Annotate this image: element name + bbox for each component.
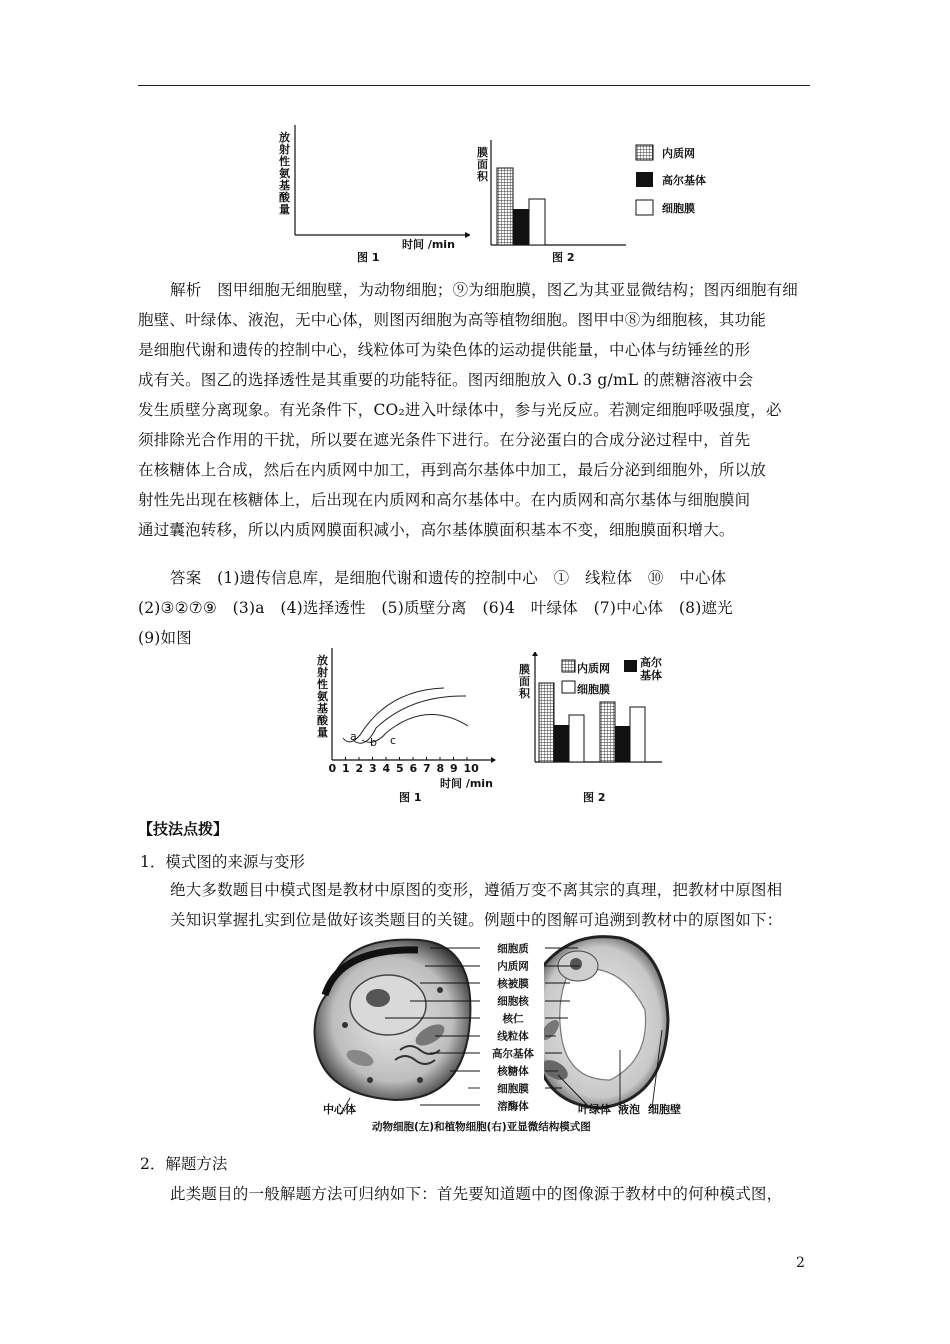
analysis-line: 射性先出现在核糖体上，后出现在内质网和高尔基体中。在内质网和高尔基体与细胞膜间 [138,491,751,509]
ans-legend-er: 内质网 [577,662,610,675]
cell-label-vacuole: 液泡 [618,1103,640,1116]
x-tick-label: 1 [342,762,350,773]
top-fig2-caption: 图 2 [552,251,575,264]
top-fig2-bars [486,140,636,250]
top-fig2-legend-swatches [634,143,656,218]
x-tick-label: 7 [423,762,431,773]
answer-block [138,563,818,653]
ans-legend-golgi-line1: 高尔 [640,656,662,669]
tips-item2-line: 此类题目的一般解题方法可归纳如下：首先要知道题中的图像源于教材中的何种模式图， [170,1185,783,1203]
cell-organelle-label: 线粒体 [497,1030,529,1043]
x-tick-label: 10 [463,762,479,773]
top-bar-membrane [529,199,545,245]
analysis-line: 通过囊泡转移，所以内质网膜面积减小，高尔基体膜面积基本不变，细胞膜面积增大。 [138,521,735,539]
tips-item1-line: 关知识掌握扎实到位是做好该类题目的关键。例题中的图解可追溯到教材中的原图如下： [170,911,783,929]
tips-item2-title: 2．解题方法 [140,1155,228,1173]
x-tick-label: 0 [328,762,337,773]
cell-label-centrosome: 中心体 [323,1103,356,1116]
curve-c [362,715,468,743]
analysis-block [138,275,818,545]
answer-line: 答案 (1)遗传信息库，是细胞代谢和遗传的控制中心 ① 线粒体 ⑩ 中心体 [170,569,727,587]
ans-bar-er-2 [600,702,615,762]
curve-label-a: a [350,730,357,743]
x-tick-label: 3 [369,762,377,773]
ans-fig1-ylabel: 放射性氨基酸量 [317,654,328,739]
x-tick-label: 6 [409,762,418,773]
cell-organelle-label: 细胞质 [497,943,529,955]
x-tick-label: 4 [382,762,391,773]
cell-label-cellwall: 细胞壁 [648,1103,681,1116]
cell-organelle-label: 细胞核 [497,995,529,1008]
cell-organelle-label: 细胞膜 [497,1083,529,1095]
answer-line: (9)如图 [138,629,192,647]
page-number: 2 [796,1255,805,1271]
animal-cell [315,940,471,1100]
cell-figure-caption: 动物细胞(左)和植物细胞(右)亚显微结构模式图 [372,1121,591,1133]
top-fig1-xlabel: 时间 /min [402,238,455,251]
curve-label-b: b [370,736,377,749]
analysis-line: 成有关。图乙的选择透性是其重要的功能特征。图丙细胞放入 0.3 g/mL 的蔗糖溶液中会 [138,371,754,389]
ans-legend-golgi-line2: 基体 [640,669,662,682]
ans-bar-golgi-2 [615,726,630,762]
top-legend-golgi: 高尔基体 [662,174,706,187]
x-tick-label: 5 [396,762,404,773]
ans-fig1-caption: 图 1 [399,791,422,804]
analysis-line: 发生质壁分离现象。有光条件下，CO₂进入叶绿体中，参与光反应。若测定细胞呼吸强度，必 [138,401,782,419]
cell-organelle-label: 核糖体 [497,1065,529,1078]
top-bar-er [497,168,513,245]
analysis-line: 胞壁、叶绿体、液泡，无中心体，则图丙细胞为高等植物细胞。图甲中⑧为细胞核，其功能 [138,311,767,329]
cell-organelle-label: 溶酶体 [497,1100,529,1113]
ans-fig1-xlabel: 时间 /min [440,777,493,790]
top-fig1-ylabel: 放射性氨基酸量 [279,131,290,216]
cell-label-chloroplast: 叶绿体 [578,1103,611,1116]
header-rule [138,85,810,86]
analysis-line: 在核糖体上合成，然后在内质网中加工，再到高尔基体中加工，最后分泌到细胞外，所以放 [138,461,767,479]
curve-label-c: c [390,734,397,747]
tips-heading: 【技法点拨】 [138,820,229,838]
cell-organelle-label: 核被膜 [497,978,529,990]
analysis-line: 是细胞代谢和遗传的控制中心，线粒体可为染色体的运动提供能量，中心体与纺锤丝的形 [138,341,751,359]
top-bar-golgi [513,209,529,245]
top-fig2-ylabel: 膜面积 [477,146,488,183]
ans-fig2-caption: 图 2 [583,791,606,804]
x-tick-label: 9 [450,762,458,773]
ans-fig1-plot [326,648,496,773]
tips-item1-title: 1．模式图的来源与变形 [140,853,305,871]
tips-item1-body [170,875,820,935]
top-fig1-caption: 图 1 [357,251,380,264]
ans-fig2-ylabel: 膜面积 [519,663,530,700]
x-tick-label: 2 [355,762,364,773]
ans-bar-er-1 [539,683,554,762]
ans-bar-membrane-1 [569,715,584,762]
cell-organelle-label: 高尔基体 [492,1048,534,1060]
top-legend-er: 内质网 [662,147,695,160]
top-legend-membrane: 细胞膜 [662,202,695,215]
analysis-line: 须排除光合作用的干扰，所以要在遮光条件下进行。在分泌蛋白的合成分泌过程中，首先 [138,431,751,449]
ans-legend-membrane: 细胞膜 [577,683,610,696]
ans-bar-membrane-2 [630,707,645,762]
x-tick-label: 8 [436,762,445,773]
animal-nucleus [350,975,426,1035]
tips-item1-line: 绝大多数题目中模式图是教材中原图的变形，遵循万变不离其宗的真理，把教材中原图相 [170,881,783,899]
answer-line: (2)③②⑦⑨ (3)a (4)选择透性 (5)质壁分离 (6)4 叶绿体 (7)中心体 (8)遮光 [138,599,733,617]
plant-cell [532,937,668,1108]
cell-organelle-label: 内质网 [497,960,529,973]
animal-nucleolus [366,989,390,1007]
analysis-line: 解析 图甲细胞无细胞壁，为动物细胞；⑨为细胞膜，图乙为其亚显微结构；图丙细胞有细 [170,281,799,299]
cell-organelle-label: 核仁 [502,1013,524,1025]
ans-bar-golgi-1 [554,725,569,762]
